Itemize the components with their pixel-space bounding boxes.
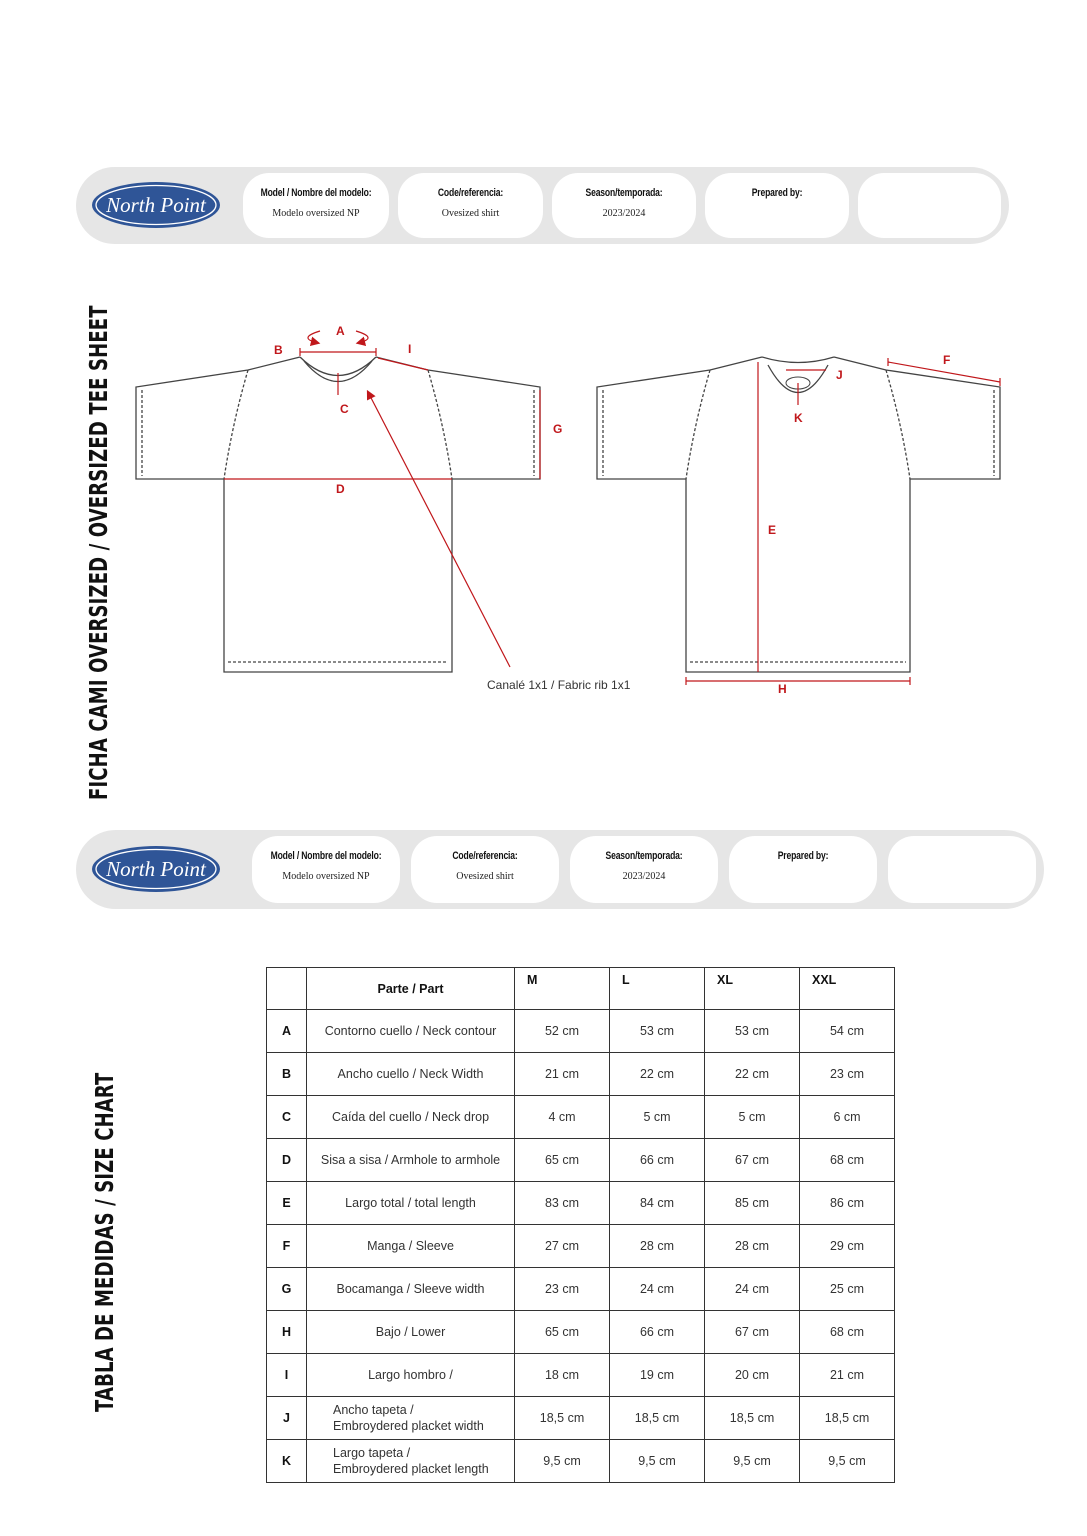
season-label: Season/temporada: [605, 850, 683, 862]
size-value-cell: 66 cm [610, 1139, 705, 1182]
size-value-cell: 22 cm [610, 1053, 705, 1096]
size-value-cell: 54 cm [800, 1010, 895, 1053]
season-value: 2023/2024 [602, 208, 646, 219]
size-header: M [515, 968, 610, 1010]
part-header: Parte / Part [307, 968, 515, 1010]
size-value-cell: 23 cm [515, 1268, 610, 1311]
code-cell [411, 836, 559, 903]
row-part-line-2: Embroydered placket width [333, 1419, 484, 1433]
model-value: Modelo oversized NP [272, 208, 360, 219]
size-value-cell: 85 cm [705, 1182, 800, 1225]
table-header-row [267, 968, 895, 1010]
code-value: Ovesized shirt [441, 208, 500, 219]
code-label: Code/referencia: [437, 187, 504, 199]
key-header [267, 968, 307, 1010]
row-key: A [267, 1010, 307, 1053]
size-value-cell: 5 cm [610, 1096, 705, 1139]
size-value-cell: 9,5 cm [610, 1440, 705, 1483]
size-value-cell: 18,5 cm [800, 1397, 895, 1440]
row-key: C [267, 1096, 307, 1139]
size-value-cell: 21 cm [515, 1053, 610, 1096]
size-header: L [610, 968, 705, 1010]
prepared-label: Prepared by: [751, 187, 803, 199]
size-value-cell: 24 cm [705, 1268, 800, 1311]
season-cell [570, 836, 718, 903]
row-key: B [267, 1053, 307, 1096]
size-value-cell: 23 cm [800, 1053, 895, 1096]
size-value-cell: 18,5 cm [610, 1397, 705, 1440]
size-value-cell: 27 cm [515, 1225, 610, 1268]
row-key: K [267, 1440, 307, 1483]
table-row [267, 1010, 895, 1053]
size-value-cell: 19 cm [610, 1354, 705, 1397]
size-value-cell: 65 cm [515, 1139, 610, 1182]
size-value-cell: 9,5 cm [705, 1440, 800, 1483]
season-value: 2023/2024 [622, 871, 666, 882]
row-key: I [267, 1354, 307, 1397]
model-label: Model / Nombre del modelo: [270, 850, 382, 862]
size-value-cell: 29 cm [800, 1225, 895, 1268]
row-part: Largo total / total length [307, 1182, 515, 1225]
label-g: G [553, 422, 563, 436]
row-part-line-2: Embroydered placket length [333, 1462, 489, 1476]
row-part: Largo hombro / [307, 1354, 515, 1397]
size-value-cell: 18,5 cm [705, 1397, 800, 1440]
size-value-cell: 28 cm [705, 1225, 800, 1268]
row-key: G [267, 1268, 307, 1311]
row-part-line-1: Largo tapeta / [333, 1446, 411, 1460]
table-row [267, 1397, 895, 1440]
label-h: H [778, 682, 787, 696]
size-header: XXL [800, 968, 895, 1010]
label-d: D [336, 482, 345, 496]
code-value: Ovesized shirt [456, 871, 514, 882]
label-j: J [836, 368, 843, 382]
table-row [267, 1354, 895, 1397]
row-part: Sisa a sisa / Armhole to armhole [307, 1139, 515, 1182]
size-value-cell: 68 cm [800, 1311, 895, 1354]
size-value-cell: 53 cm [610, 1010, 705, 1053]
size-header: XL [705, 968, 800, 1010]
row-key: E [267, 1182, 307, 1225]
row-part: Manga / Sleeve [307, 1225, 515, 1268]
table-row [267, 1139, 895, 1182]
row-key: H [267, 1311, 307, 1354]
row-part [307, 1397, 515, 1440]
model-cell [252, 836, 400, 903]
row-part: Bocamanga / Sleeve width [307, 1268, 515, 1311]
size-value-cell: 22 cm [705, 1053, 800, 1096]
label-c: C [340, 402, 349, 416]
label-b: B [274, 343, 283, 357]
prepared-cell [729, 836, 877, 903]
label-i: I [408, 342, 412, 356]
row-part: Contorno cuello / Neck contour [307, 1010, 515, 1053]
size-value-cell: 68 cm [800, 1139, 895, 1182]
row-part [307, 1440, 515, 1483]
size-value-cell: 9,5 cm [800, 1440, 895, 1483]
label-f: F [943, 353, 951, 367]
table-row [267, 1268, 895, 1311]
row-part-line-1: Ancho tapeta / [333, 1403, 414, 1417]
prepared-label: Prepared by: [777, 850, 829, 862]
size-value-cell: 4 cm [515, 1096, 610, 1139]
size-chart-table [266, 967, 895, 1483]
size-value-cell: 67 cm [705, 1139, 800, 1182]
label-a: A [336, 324, 345, 338]
row-key: F [267, 1225, 307, 1268]
table-row [267, 1096, 895, 1139]
code-label: Code/referencia: [452, 850, 518, 862]
size-value-cell: 18,5 cm [515, 1397, 610, 1440]
table-row [267, 1311, 895, 1354]
model-label: Model / Nombre del modelo: [260, 187, 372, 199]
rib-note: Canalé 1x1 / Fabric rib 1x1 [487, 678, 631, 692]
brand-text: North Point [106, 857, 206, 881]
sheet-title: FICHA CAMI OVERSIZED / OVERSIZED TEE SHEET [84, 305, 113, 800]
size-value-cell: 5 cm [705, 1096, 800, 1139]
season-label: Season/temporada: [585, 187, 663, 199]
row-part: Ancho cuello / Neck Width [307, 1053, 515, 1096]
size-value-cell: 86 cm [800, 1182, 895, 1225]
size-value-cell: 66 cm [610, 1311, 705, 1354]
north-point-logo [88, 841, 224, 897]
size-value-cell: 21 cm [800, 1354, 895, 1397]
size-chart-title: TABLA DE MEDIDAS / SIZE CHART [90, 1072, 119, 1412]
header-band-2 [76, 830, 1044, 909]
size-value-cell: 67 cm [705, 1311, 800, 1354]
size-value-cell: 18 cm [515, 1354, 610, 1397]
front-tee-drawing [136, 357, 540, 672]
row-key: D [267, 1139, 307, 1182]
size-value-cell: 9,5 cm [515, 1440, 610, 1483]
size-value-cell: 20 cm [705, 1354, 800, 1397]
size-value-cell: 24 cm [610, 1268, 705, 1311]
table-row [267, 1225, 895, 1268]
table-row [267, 1053, 895, 1096]
brand-text: North Point [106, 193, 206, 217]
row-part: Bajo / Lower [307, 1311, 515, 1354]
size-value-cell: 65 cm [515, 1311, 610, 1354]
size-value-cell: 84 cm [610, 1182, 705, 1225]
label-e: E [768, 523, 777, 537]
label-k: K [794, 411, 803, 425]
model-value: Modelo oversized NP [282, 871, 370, 882]
row-key: J [267, 1397, 307, 1440]
size-value-cell: 6 cm [800, 1096, 895, 1139]
size-value-cell: 28 cm [610, 1225, 705, 1268]
size-value-cell: 83 cm [515, 1182, 610, 1225]
tee-diagram [0, 0, 1087, 720]
size-value-cell: 25 cm [800, 1268, 895, 1311]
table-row [267, 1182, 895, 1225]
size-value-cell: 52 cm [515, 1010, 610, 1053]
row-part: Caída del cuello / Neck drop [307, 1096, 515, 1139]
blank-cell [888, 836, 1036, 903]
size-value-cell: 53 cm [705, 1010, 800, 1053]
table-row [267, 1440, 895, 1483]
